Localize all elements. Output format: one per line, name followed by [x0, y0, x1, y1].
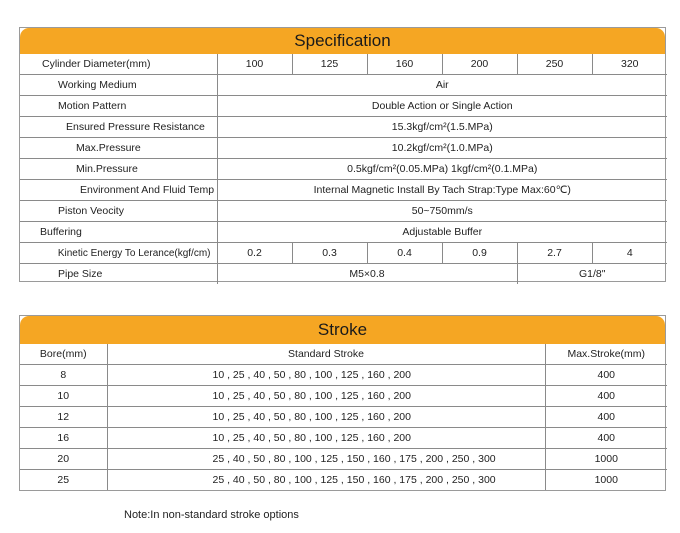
spec-value: 0.5kgf/cm²(0.05.MPa) 1kgf/cm²(0.1.MPa): [217, 159, 667, 180]
max-stroke-cell: 1000: [545, 470, 667, 491]
spec-label: Working Medium: [20, 75, 217, 96]
spec-label: Max.Pressure: [20, 138, 217, 159]
table-row: [20, 428, 667, 449]
max-stroke-cell: 400: [545, 386, 667, 407]
spec-row-motion-pattern: [20, 96, 667, 117]
spec-value: Air: [217, 75, 667, 96]
bore-cell: 20: [20, 449, 107, 470]
spec-value: 10.2kgf/cm²(1.0.MPa): [217, 138, 667, 159]
spec-row-pipe-size: [20, 264, 667, 285]
spec-label: Environment And Fluid Temp: [20, 180, 217, 201]
spec-label: Pipe Size: [20, 264, 217, 285]
pipe-size-value: M5×0.8: [217, 264, 517, 285]
spec-label: Piston Veocity: [20, 201, 217, 222]
spec-row-buffering: [20, 222, 667, 243]
spec-row-min-pressure: [20, 159, 667, 180]
standard-stroke-cell: 10 , 25 , 40 , 50 , 80 , 100 , 125 , 160 , 200: [107, 428, 545, 449]
spec-row-working-medium: [20, 75, 667, 96]
spec-row-cylinder-diameter: [20, 54, 667, 75]
spec-value: Internal Magnetic Install By Tach Strap:Type Max:60℃): [217, 180, 667, 201]
kinetic-cell: 0.4: [367, 243, 442, 264]
diameter-cell: 250: [517, 54, 592, 75]
max-stroke-cell: 400: [545, 428, 667, 449]
bore-cell: 8: [20, 365, 107, 386]
standard-stroke-cell: 10 , 25 , 40 , 50 , 80 , 100 , 125 , 160 , 200: [107, 407, 545, 428]
diameter-cell: 200: [442, 54, 517, 75]
diameter-cell: 160: [367, 54, 442, 75]
diameter-cell: 320: [592, 54, 667, 75]
specification-grid: [20, 54, 667, 284]
specification-title: Specification: [20, 28, 665, 54]
max-stroke-cell: 400: [545, 407, 667, 428]
table-row: [20, 470, 667, 491]
bore-header: Bore(mm): [20, 344, 107, 365]
spec-label: Motion Pattern: [20, 96, 217, 117]
max-stroke-cell: 1000: [545, 449, 667, 470]
specification-table: [19, 27, 666, 282]
max-stroke-header: Max.Stroke(mm): [545, 344, 667, 365]
standard-stroke-cell: 25 , 40 , 50 , 80 , 100 , 125 , 150 , 160 , 175 , 200 , 250 , 300: [107, 470, 545, 491]
bore-cell: 25: [20, 470, 107, 491]
stroke-header-row: [20, 344, 667, 365]
spec-row-ensured-pressure: [20, 117, 667, 138]
standard-stroke-cell: 10 , 25 , 40 , 50 , 80 , 100 , 125 , 160 , 200: [107, 386, 545, 407]
spec-row-kinetic-energy: [20, 243, 667, 264]
spec-value: Double Action or Single Action: [217, 96, 667, 117]
bore-cell: 10: [20, 386, 107, 407]
table-row: [20, 365, 667, 386]
spec-label: Buffering: [20, 222, 217, 243]
kinetic-cell: 0.3: [292, 243, 367, 264]
kinetic-cell: 4: [592, 243, 667, 264]
pipe-size-value: G1/8": [517, 264, 667, 285]
standard-stroke-cell: 10 , 25 , 40 , 50 , 80 , 100 , 125 , 160 , 200: [107, 365, 545, 386]
spec-label: Cylinder Diameter(mm): [20, 54, 217, 75]
spec-label: Ensured Pressure Resistance: [20, 117, 217, 138]
spec-row-piston-velocity: [20, 201, 667, 222]
spec-value: 15.3kgf/cm²(1.5.MPa): [217, 117, 667, 138]
standard-stroke-cell: 25 , 40 , 50 , 80 , 100 , 125 , 150 , 160 , 175 , 200 , 250 , 300: [107, 449, 545, 470]
table-row: [20, 449, 667, 470]
spec-label: Min.Pressure: [20, 159, 217, 180]
stroke-table: [19, 315, 666, 491]
stroke-title: Stroke: [20, 316, 665, 344]
kinetic-cell: 0.2: [217, 243, 292, 264]
diameter-cell: 125: [292, 54, 367, 75]
table-row: [20, 386, 667, 407]
bore-cell: 16: [20, 428, 107, 449]
spec-value: 50~750mm/s: [217, 201, 667, 222]
spec-row-environment: [20, 180, 667, 201]
table-row: [20, 407, 667, 428]
standard-stroke-header: Standard Stroke: [107, 344, 545, 365]
footnote: Note:In non-standard stroke options: [124, 509, 299, 521]
spec-label: Kinetic Energy To Lerance(kgf/cm): [20, 243, 217, 264]
max-stroke-cell: 400: [545, 365, 667, 386]
kinetic-cell: 0.9: [442, 243, 517, 264]
bore-cell: 12: [20, 407, 107, 428]
stroke-grid: [20, 344, 667, 490]
kinetic-cell: 2.7: [517, 243, 592, 264]
spec-value: Adjustable Buffer: [217, 222, 667, 243]
spec-row-max-pressure: [20, 138, 667, 159]
diameter-cell: 100: [217, 54, 292, 75]
